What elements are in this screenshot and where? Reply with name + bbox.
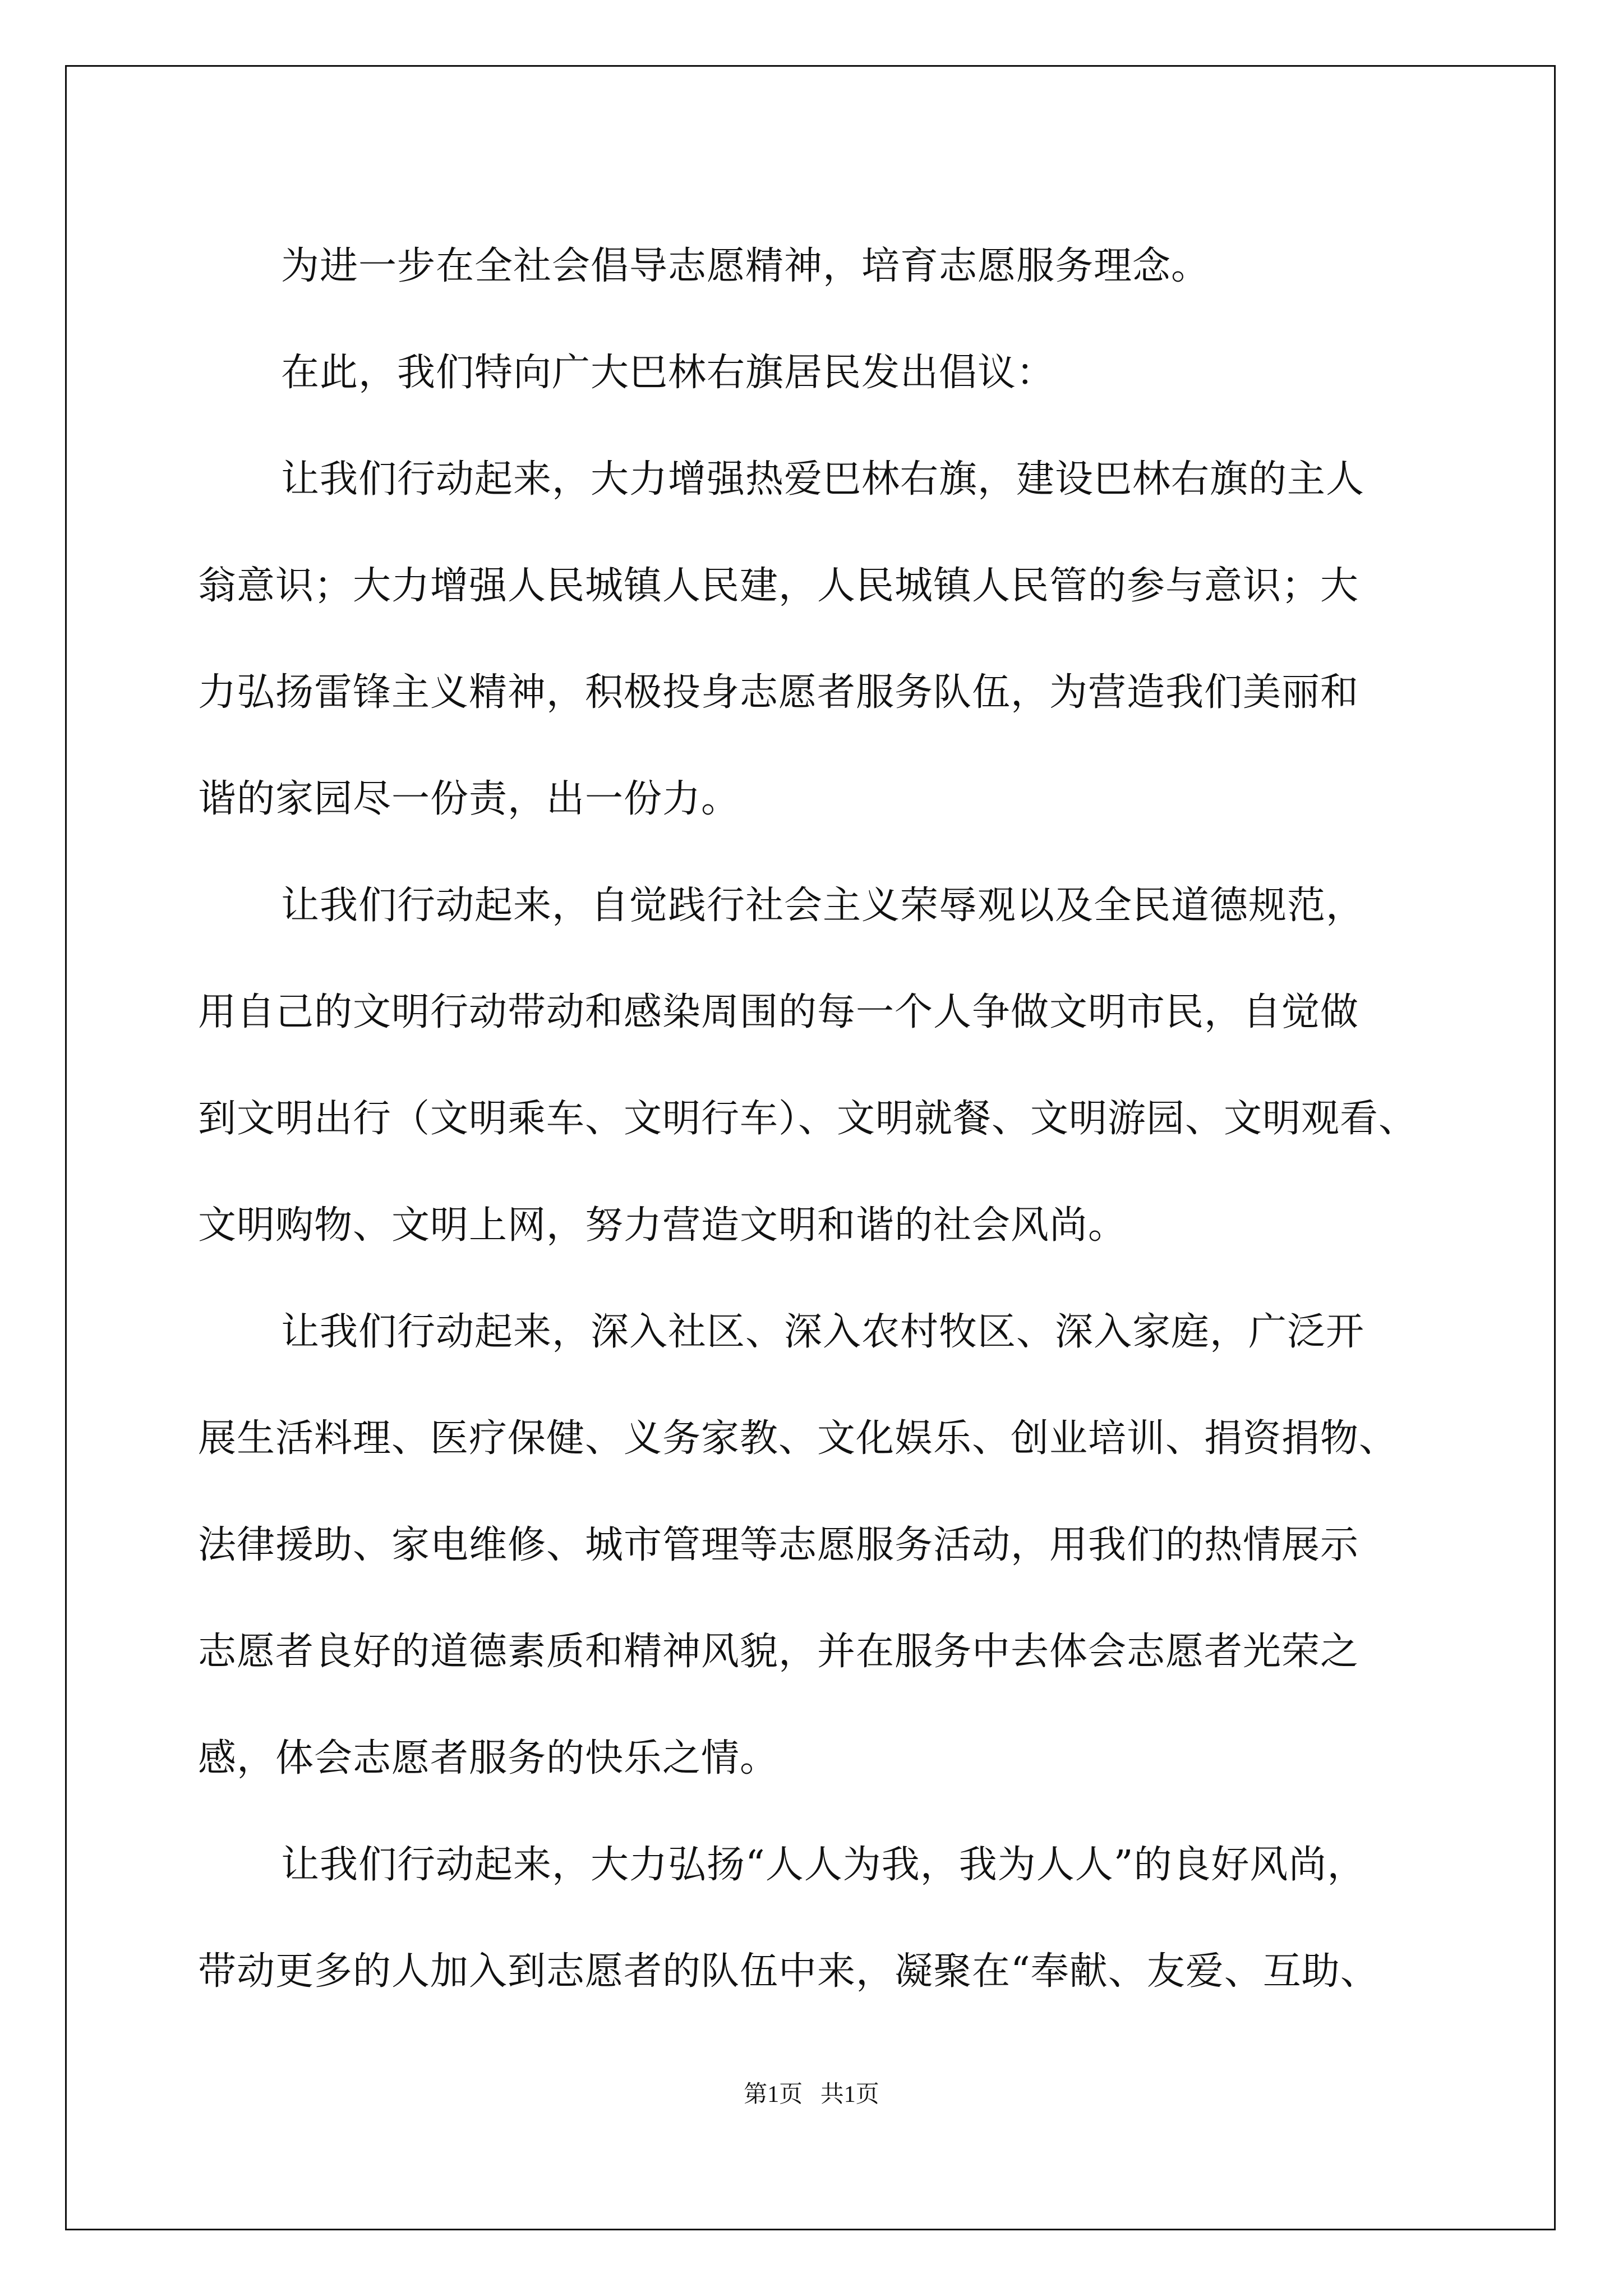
text-line: 志愿者良好的道德素质和精神风貌，并在服务中去体会志愿者光荣之	[198, 1630, 1359, 1674]
page-footer	[0, 2076, 1623, 2109]
text-line: 展生活料理、医疗保健、义务家教、文化娱乐、创业培训、捐资捐物、	[198, 1416, 1398, 1461]
text-line: 让我们行动起来，大力增强热爱巴林右旗，建设巴林右旗的主人	[281, 457, 1365, 501]
text-line: 为进一步在全社会倡导志愿精神，培育志愿服务理念。	[281, 244, 1210, 288]
text-line: 让我们行动起来，自觉践行社会主义荣辱观以及全民道德规范，	[281, 884, 1365, 928]
text-line: 让我们行动起来，大力弘扬“人人为我，我为人人”的良好风尚，	[281, 1843, 1366, 1887]
text-line: 谐的家园尽一份责，出一份力。	[198, 777, 740, 821]
text-line: 法律援助、家电维修、城市管理等志愿服务活动，用我们的热情展示	[198, 1523, 1359, 1567]
text-line: 到文明出行（文明乘车、文明行车）、文明就餐、文明游园、文明观看、	[198, 1097, 1418, 1141]
text-line: 在此，我们特向广大巴林右旗居民发出倡议：	[281, 351, 1055, 395]
text-line: 文明购物、文明上网，努力营造文明和谐的社会风尚。	[198, 1203, 1127, 1248]
text-line: 感，体会志愿者服务的快乐之情。	[198, 1736, 779, 1780]
text-line: 翁意识；大力增强人民城镇人民建，人民城镇人民管的参与意识；大	[198, 564, 1359, 608]
text-line: 力弘扬雷锋主义精神，积极投身志愿者服务队伍，为营造我们美丽和	[198, 670, 1359, 715]
document-body	[198, 213, 1421, 2025]
page-number: 第1页	[744, 2082, 803, 2108]
text-line: 用自己的文明行动带动和感染周围的每一个人争做文明市民，自觉做	[198, 990, 1359, 1034]
text-line: 带动更多的人加入到志愿者的队伍中来，凝聚在“奉献、友爱、互助、	[198, 1949, 1379, 1994]
page-total: 共1页	[820, 2082, 879, 2108]
text-line: 让我们行动起来，深入社区、深入农村牧区、深入家庭，广泛开	[281, 1310, 1365, 1354]
